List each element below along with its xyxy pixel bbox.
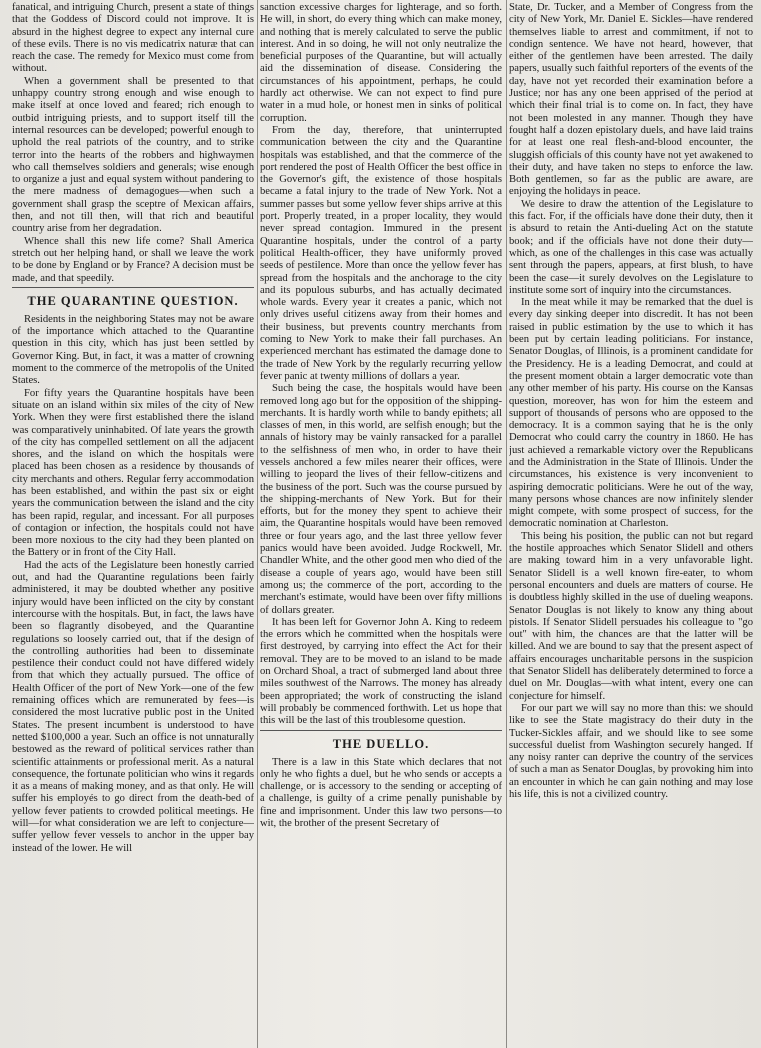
opening-paragraph: fanatical, and intriguing Church, present a state of things that the Goddess of Discord could not improve. It is absurd in the highest degree to expect any internal cure of these evils. There is no vis medicatrix naturæ that can reach the case. The remedy for Mexico must come from without. xyxy=(12,2,254,75)
article-paragraph: It has been left for Governor John A. King to redeem the errors which he committed when the hospitals were first destroyed, by carrying into effect the Act for their removal. They are to be moved to an island to be made on Orchard Shoal, a tract of submerged land about three miles southwest of the Narrows. The money has already been appropriated; the work of constructing the island will probably be commenced forthwith. Let us hope that this will be the last of this troublesome question. xyxy=(260,616,502,727)
column-rule xyxy=(506,0,507,1048)
article-paragraph: Such being the case, the hospitals would have been removed long ago but for the opposition of the shipping-merchants. It is hardly worth while to bandy epithets; all classes of men, in this world, are selfish enough; but the annals of history may be vainly ransacked for a parallel to the selfishness of men who, in order to have their vessels anchored a few miles nearer their offices, were willing to jeopard the lives of their fellow-citizens and the business of the port. Such was the course pursued by the shipping-merchants of New York. But for their efforts, but for the money they spent to achieve their aim, the Quarantine hospitals would have been removed three or four years ago, and the last three yellow fever panics would have been avoided. Judge Rockwell, Mr. Chandler White, and the other good men who died of the disease a couple of years ago, would have been still among us; the commerce of the port, according to the merchant's estimate, would have been over fifty millions of dollars greater. xyxy=(260,383,502,616)
section-divider xyxy=(260,730,502,731)
duello-heading: THE DUELLO. xyxy=(332,736,430,751)
article-paragraph: We desire to draw the attention of the Legislature to this fact. For, if the officials have done their duty, then it is absurd to retain the Anti-dueling Act on the statute book; and if the officials have not done their duty—which, as one of the challenges in this case was actually sent through the papers, appears, at first blush, to have been the case—it surely devolves on the Legislature to institute some sort of inquiry into the circumstances. xyxy=(509,198,753,296)
article-paragraph: For fifty years the Quarantine hospitals have been situate on an island within six miles of the city of New York. When they were first established there the island was comparatively uninhabited. Of late years the growth of the city has compelled settlement on all the adjacent shores, and the island on which the hospitals were placed has been chosen as a residence by thousands of city merchants and others. Regular ferry accommodation has been established, and within the past six or eight years the communication between the island and the city has been rapid, regular, and incessant. For all purposes of contagion or infection, the hospitals could not have been more noxious to the city had they been planted on the Battery or in front of the City Hall. xyxy=(12,387,254,559)
article-paragraph: This being his position, the public can not but regard the hostile approaches which Senator Slidell and others are making toward him in a very unfavorable light. Senator Slidell is a well known fire-eater, to whom personal encounters and duels are matters of course. He is doubtless highly skilled in the use of dueling weapons. Senator Douglas is not likely to know any thing about pistols. If Senator Slidell persuades his colleague to "go out" with him, the chances are that the latter will be killed. And we are bound to say that the present aspect of affairs encourages uncharitable persons in the suspicion that Senator Slidell has deliberately determined to force a duel on Mr. Douglas—with what intent, every one can conjecture for himself. xyxy=(509,530,753,702)
article-paragraph: In the meat while it may be remarked that the duel is every day sinking deeper into discredit. It has not been raised in public estimation by the use to which it has been put by certain leading politicians. For instance, Senator Douglas, of Illinois, is a prominent candidate for the Presidency. He is a leading Democrat, and could at the present moment obtain a larger democratic vote than any other member of his party. His course on the Kansas question, moreover, has won for him the esteem and support of thousands of persons who are opposed to the democracy. It is a common saying that he is the only Democrat who could carry the country in 1860. He has just achieved a remarkable victory over the Republicans and the Administration in the State of Illinois. Under the circumstances, his existence is very inconvenient to aspiring democratic politicians. Were he out of the way, many persons whose chances are now infinitely slender might compete, with some prospect of success, for the democratic nomination at Charleston. xyxy=(509,297,753,530)
article-paragraph: Had the acts of the Legislature been honestly carried out, and had the Quarantine regulations been fairly administered, it may be doubted whether any positive injury would have been inflicted on the city by constant intercourse with the hospitals. But, in fact, the laws have been so flagrantly disobeyed, and the Quarantine regulations so loosely carried out, that if the design of the controlling authorities had been to disseminate pestilence their conduct could not have differed widely from that which they actually pursued. The office of Health Officer of the port of New York—one of the few remaining offices which are remunerated by fees—is considered the most lucrative public post in the United States. The present incumbent is understood to have netted $100,000 a year. Such an office is not unnaturally bestowed as the reward of political services rather than scientific attainments or professional merit. As a natural consequence, the fortunate politician who wins it regards it as a means of making money, and as that only. He will suffer his employés to go direct from the death-bed of yellow fever patients to crowded political meetings. He will—for what consideration we are left to conjecture—suffer yellow fever vessels to anchor in the upper bay instead of the lower. He will xyxy=(12,559,254,854)
article-paragraph: State, Dr. Tucker, and a Member of Congress from the city of New York, Mr. Daniel E. Sickles—have rendered themselves liable to arrest and commitment, if not to condign sentence. We have not heard, however, that either of the gentlemen have been arrested. The daily papers, usually such faithful reporters of the events of the day, have not yet recorded their examination before a Justice; nor has any one been apprised of the period at which their final trial is to come on. In fact, they have not been molested in any manner. Though they have fought half a dozen epistolary duels, and have laid trains for at least one real flesh-and-blood encounter, the sluggish officials of this county have not yet awakened to their duty, and have taken no steps to enforce the law. Both gentlemen, so far as the public are aware, are enjoying the holidays in peace. xyxy=(509,2,753,198)
column-rule xyxy=(257,0,258,1048)
article-paragraph: Whence shall this new life come? Shall America stretch out her helping hand, or shall we leave the work to be done by England or by France? A decision must be made, and that speedily. xyxy=(12,235,254,284)
article-paragraph: sanction excessive charges for lighterage, and so forth. He will, in short, do every thing which can make money, and nothing that is merely calculated to serve the public interest. And in so doing, he will not only neutralize the beneficial purposes of the Quarantine, but will actually aid the dissemination of disease. Considering the circumstances of his appointment, perhaps, he could hardly act otherwise. We can not expect to find pure water in a mud hole, or honest men in sinks of political corruption. xyxy=(260,2,502,124)
quarantine-heading: THE QUARANTINE QUESTION. xyxy=(27,293,239,308)
article-paragraph: For our part we will say no more than this: we should like to see the State magistracy do their duty in the Tucker-Sickles affair, and we should like to see some successful duelist from Washington securely hanged. If any noisy ranter can deprive the country of the services of such a man as Senator Douglas, by provoking him into an encounter in which he can gain nothing and may lose his life, this is not a civilized country. xyxy=(509,702,753,800)
column-1 xyxy=(12,2,254,1048)
column-3 xyxy=(509,2,753,1048)
article-paragraph: Residents in the neighboring States may not be aware of the importance which attached to the Quarantine question in this city, which has just been settled by Governor King. But, in fact, it was a matter of crowning moment to the commerce of the metropolis of the United States. xyxy=(12,313,254,387)
column-2 xyxy=(260,2,502,1048)
article-paragraph: When a government shall be presented to that unhappy country strong enough and wise enough to make itself at once loved and feared; rich enough to outbid intriguing priests, and to support itself till the internal resources can be developed; powerful enough to uphold the real patriots of the country, and to strike terror into the hearts of the robbers and highwaymen who call themselves soldiers and generals; wise enough to organize a just and equal system without pandering to the mere madness of demagogues—when such a government shall grasp the sceptre of Mexican affairs, then, and not till then, will that rich and beautiful country arise from her degradation. xyxy=(12,75,254,235)
section-divider xyxy=(12,287,254,288)
article-paragraph: There is a law in this State which declares that not only he who fights a duel, but he who sends or accepts a challenge, or is accessory to the sending or accepting of a challenge, is guilty of a crime penally punishable by fine and imprisonment. Under this law two persons—to wit, the brother of the present Secretary of xyxy=(260,756,502,829)
article-paragraph: From the day, therefore, that uninterrupted communication between the city and the Quarantine hospitals was established, and that the commerce of the port rendered the post of Health Officer the best office in the Governor's gift, the existence of those hospitals became a fatal injury to the trade of New York. Not a summer passes but some yellow fever ships arrive at this port. Properly treated, in a proper locality, they would never spread contagion. Immured in the present Quarantine hospitals, under the control of a party political Health-officer, they have uniformly proved seeds of pestilence. More than once the yellow fever has spread from the hospitals and the anchorage to the city and its populous suburbs, and has actually decimated whole wards. Every year it creates a panic, which not only drives useful citizens away from their homes and their business, but prevents country merchants from coming to New York to make their fall purchases. An experienced merchant has estimated the damage done to the trade of New York by the regularly recurring yellow fever panic at twenty millions of dollars a year. xyxy=(260,124,502,382)
